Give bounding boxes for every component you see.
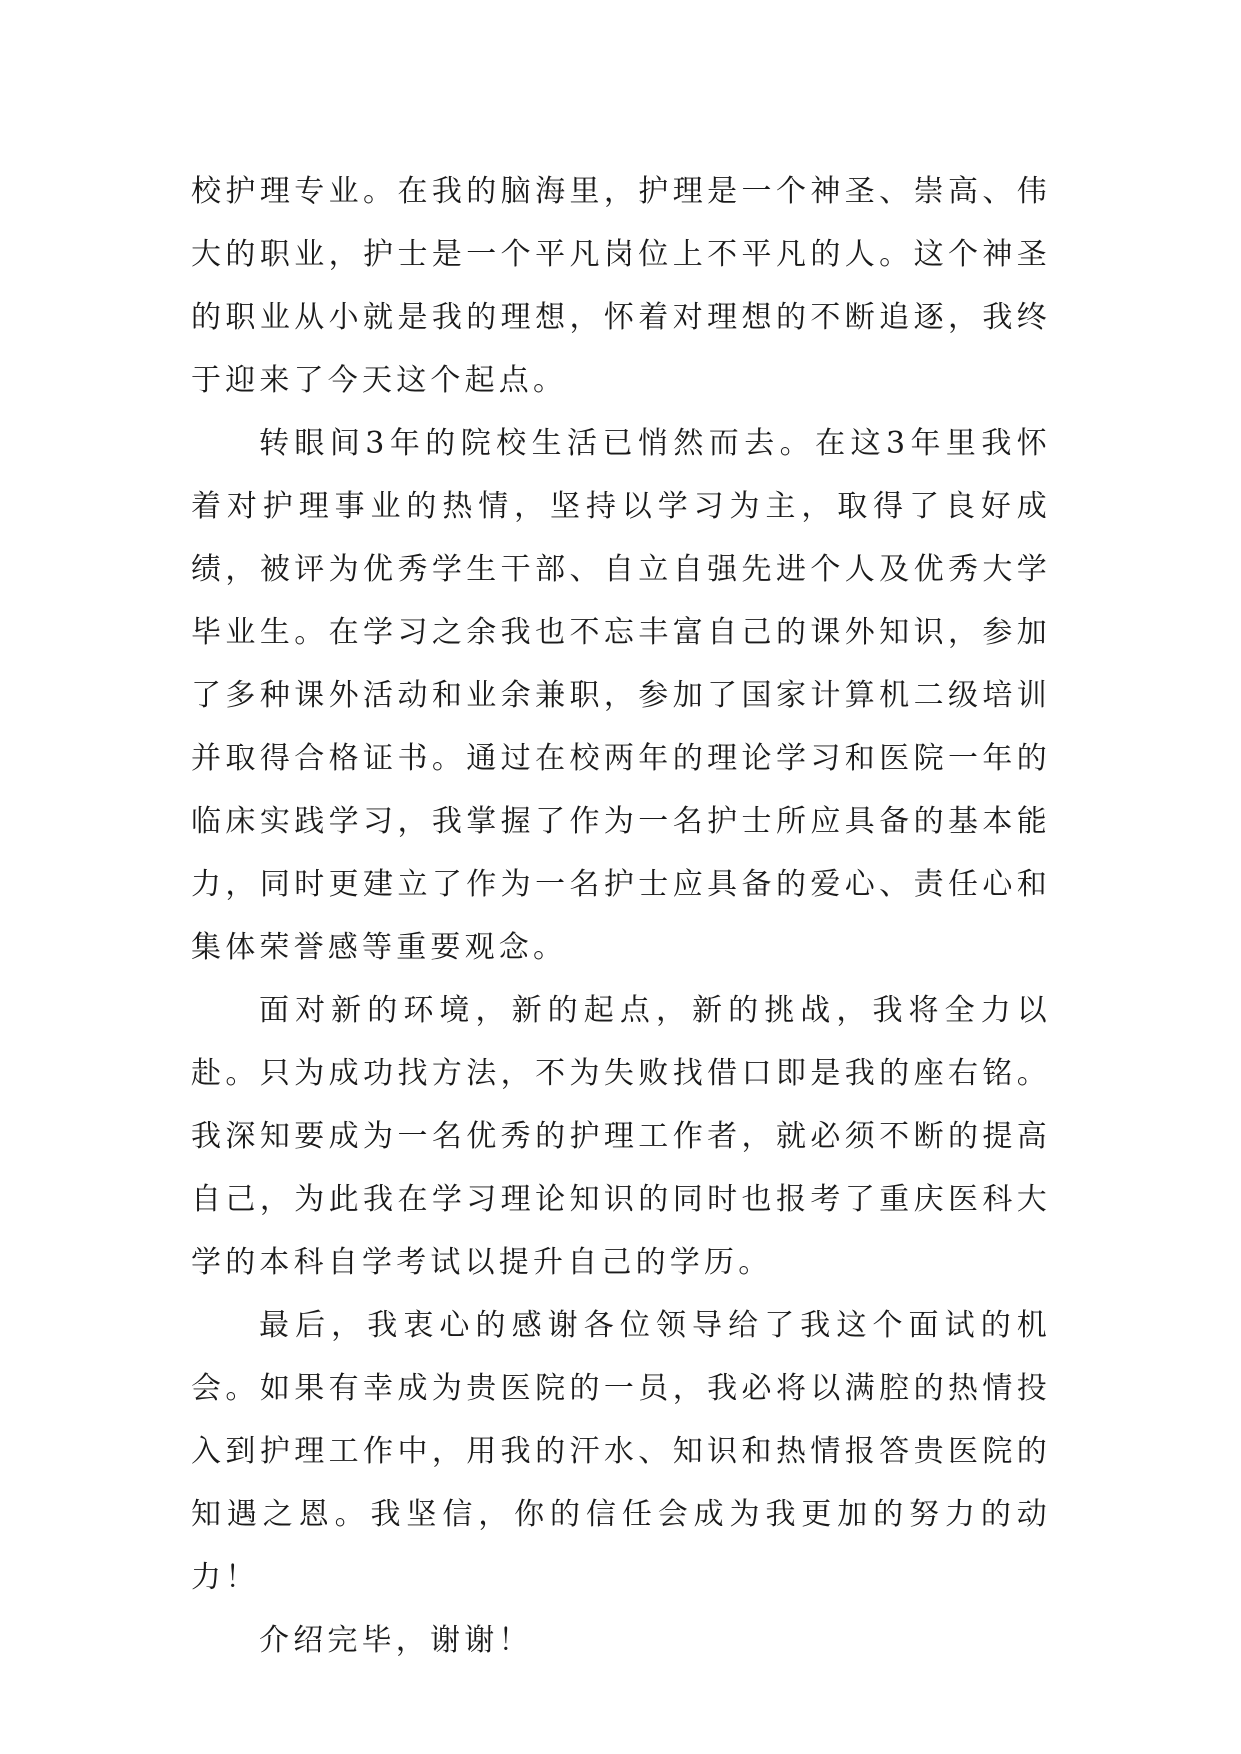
paragraph-continuation: 校护理专业。在我的脑海里，护理是一个神圣、崇高、伟大的职业，护士是一个平凡岗位上不平凡的人。这个神圣的职业从小就是我的理想，怀着对理想的不断追逐，我终于迎来了今天这个起点。 [191, 174, 1051, 398]
document-body [191, 160, 1051, 1672]
paragraph-new-challenge: 面对新的环境，新的起点，新的挑战，我将全力以赴。只为成功找方法，不为失败找借口即是我的座右铭。我深知要成为一名优秀的护理工作者，就必须不断的提高自己，为此我在学习理论知识的同时也报考了重庆医科大学的本科自学考试以提升自己的学历。 [191, 993, 1051, 1280]
paragraph-school-life: 转眼间3年的院校生活已悄然而去。在这3年里我怀着对护理事业的热情，坚持以学习为主，取得了良好成绩，被评为优秀学生干部、自立自强先进个人及优秀大学毕业生。在学习之余我也不忘丰富自己的课外知识，参加了多种课外活动和业余兼职，参加了国家计算机二级培训并取得合格证书。通过在校两年的理论学习和医院一年的临床实践学习，我掌握了作为一名护士所应具备的基本能力，同时更建立了作为一名护士应具备的爱心、责任心和集体荣誉感等重要观念。 [191, 426, 1051, 965]
paragraph-thanks: 最后，我衷心的感谢各位领导给了我这个面试的机会。如果有幸成为贵医院的一员，我必将以满腔的热情投入到护理工作中，用我的汗水、知识和热情报答贵医院的知遇之恩。我坚信，你的信任会成为我更加的努力的动力！ [191, 1308, 1051, 1595]
paragraph-closing: 介绍完毕，谢谢！ [259, 1623, 533, 1658]
